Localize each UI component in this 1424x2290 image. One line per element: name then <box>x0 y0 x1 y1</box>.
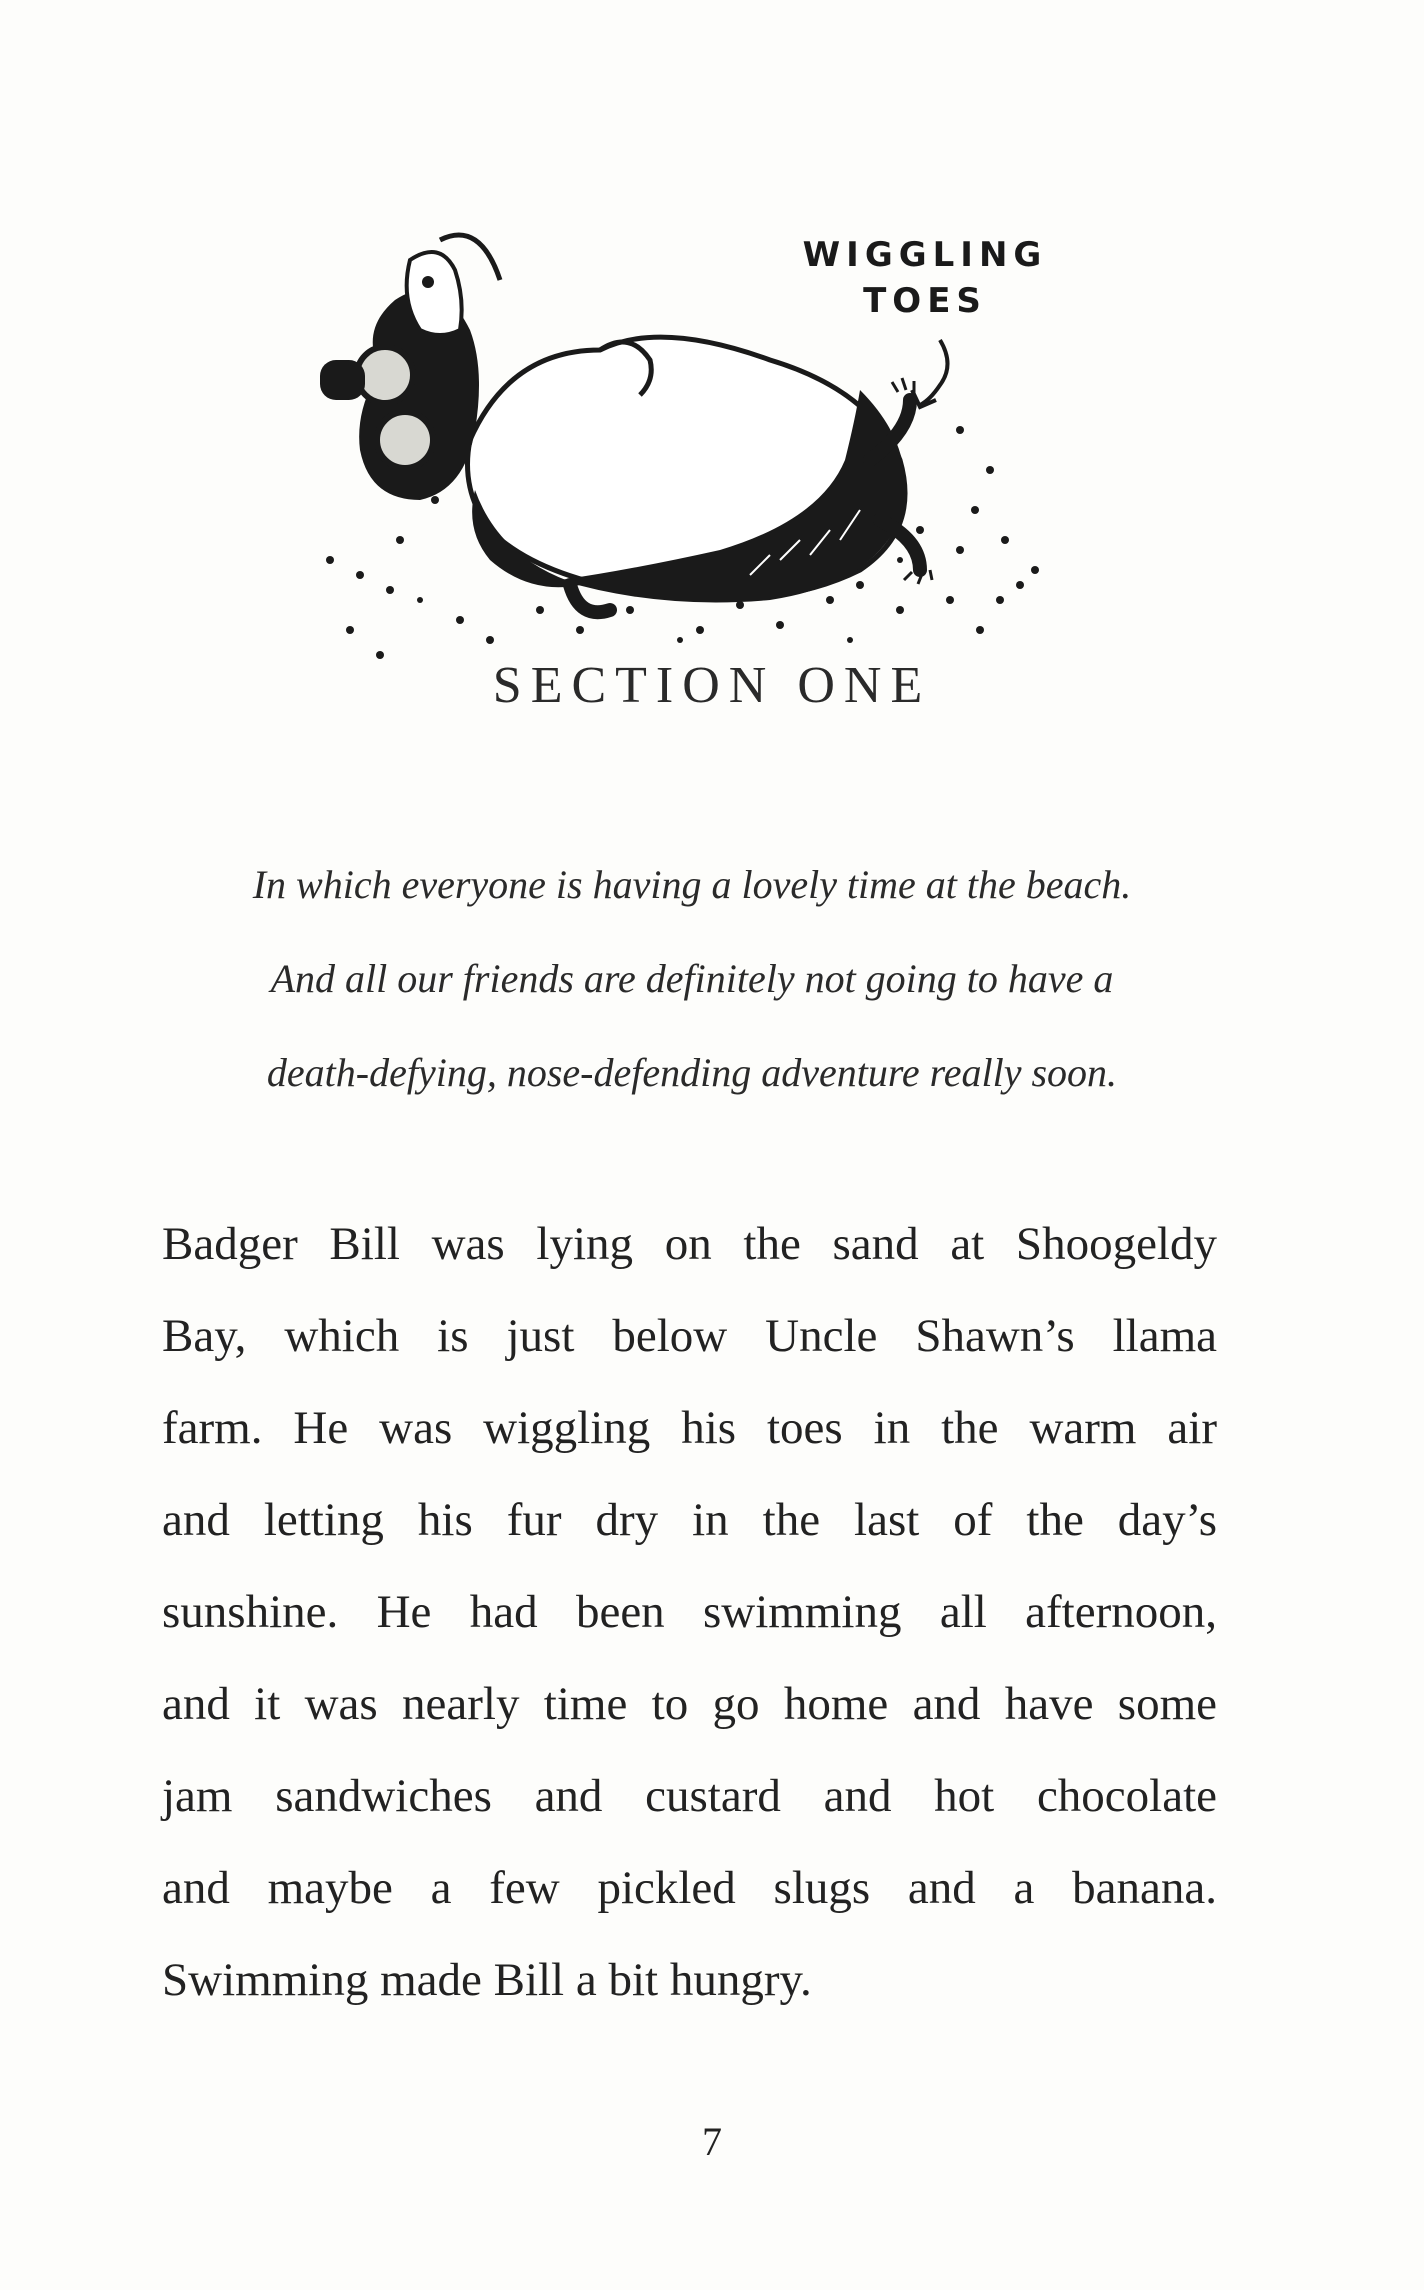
annotation-line-2: TOES <box>863 281 987 321</box>
intro-line: And all our friends are definitely not going to have a <box>270 956 1114 1001</box>
body-line: Swimming made Bill a bit hungry. <box>162 1954 812 2006</box>
body-line: farm. He was wiggling his toes in the warm air <box>162 1402 1217 1454</box>
intro-line: death-defying, nose-defending adventure really soon. <box>266 1050 1118 1095</box>
body-line: and letting his fur dry in the last of the day’s <box>162 1494 1217 1546</box>
intro-line: In which everyone is having a lovely time at the beach. <box>252 862 1132 907</box>
body-line: sunshine. He had been swimming all afternoon, <box>162 1586 1217 1638</box>
body-paragraph <box>162 1198 1217 2026</box>
chapter-intro <box>160 838 1224 1120</box>
page-number: 7 <box>702 2119 722 2164</box>
body-line: jam sandwiches and custard and hot chocolate <box>162 1770 1217 1822</box>
body-line: Badger Bill was lying on the sand at Shoogeldy <box>162 1218 1217 1270</box>
wiggling-toes-annotation <box>780 232 1070 324</box>
annotation-line-1: WIGGLING <box>802 235 1048 275</box>
section-title: SECTION ONE <box>492 657 932 714</box>
body-line: and maybe a few pickled slugs and a banana. <box>162 1862 1217 1914</box>
body-line: and it was nearly time to go home and have some <box>162 1678 1217 1730</box>
body-line: Bay, which is just below Uncle Shawn’s llama <box>162 1310 1217 1362</box>
